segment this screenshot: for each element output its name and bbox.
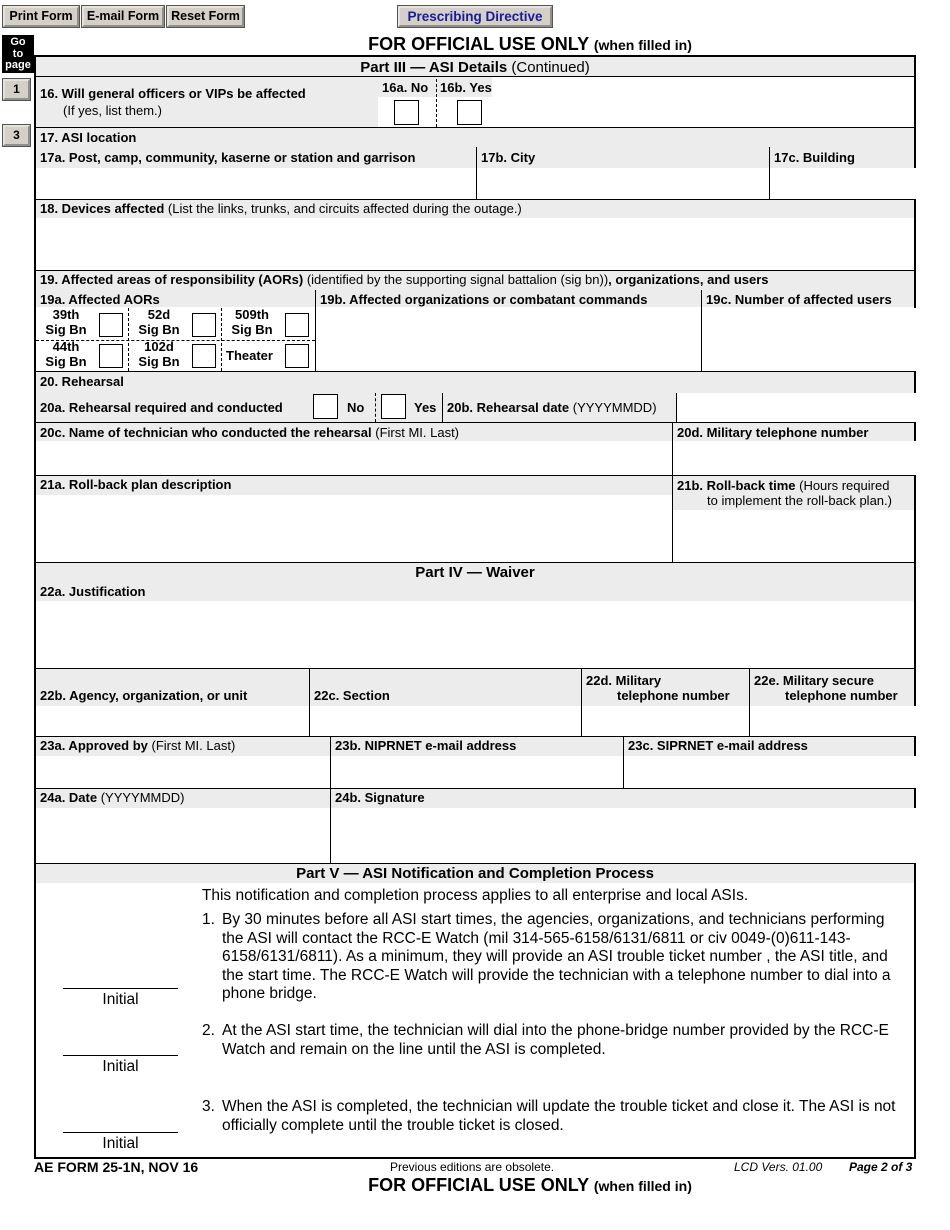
q20a-label: 20a. Rehearsal required and conducted xyxy=(40,400,283,415)
part4-title: Part IV — Waiver xyxy=(415,564,535,581)
q22d-telephone-field[interactable] xyxy=(582,706,749,736)
aor-39th-label: 39th xyxy=(52,307,80,322)
aor-39th-sigbn: Sig Bn xyxy=(45,321,87,337)
form-page-2 xyxy=(34,55,916,1159)
part5-intro: This notification and completion process applies to all enterprise and local ASIs. xyxy=(201,887,749,904)
q21b-rollback-time-field[interactable] xyxy=(673,510,914,562)
q20c-technician-name-field[interactable] xyxy=(36,441,672,475)
go-to-page-3-button[interactable]: 3 xyxy=(3,125,30,146)
q21b-hint2: to implement the roll-back plan.) xyxy=(707,493,892,508)
q22b-agency-field[interactable] xyxy=(36,706,309,736)
q18-label: 18. Devices affected xyxy=(40,201,165,216)
aor-52d-checkbox[interactable] xyxy=(192,313,216,337)
q22e-label-2: telephone number xyxy=(785,688,898,703)
q16-band xyxy=(36,77,378,127)
q19a-label: 19a. Affected AORs xyxy=(40,292,160,307)
when-filled-footer-text: (when filled in) xyxy=(593,1178,692,1194)
q21b-hint1: (Hours required xyxy=(799,478,890,493)
part3-title xyxy=(36,59,914,76)
q19-label: 19. Affected areas of responsibility (AORs) xyxy=(40,272,304,287)
q21a-label: 21a. Roll-back plan description xyxy=(40,477,232,492)
divider xyxy=(442,393,443,422)
aor-52d-sigbn: Sig Bn xyxy=(138,321,180,337)
q20c-hint: (First MI. Last) xyxy=(375,425,460,440)
q17a-post-field[interactable] xyxy=(36,168,476,199)
q19c-label: 19c. Number of affected users xyxy=(706,292,892,307)
official-use-footer xyxy=(0,1175,950,1196)
q18-hint: (List the links, trunks, and circuits affected during the outage.) xyxy=(167,201,522,216)
q24a-hint: (YYYYMMDD) xyxy=(100,790,185,805)
q23a-label: 23a. Approved by xyxy=(40,738,148,753)
prescribing-directive-button[interactable]: Prescribing Directive xyxy=(398,6,552,27)
q22d-label-2: telephone number xyxy=(617,688,730,703)
step-1-number: 1. xyxy=(202,911,215,928)
q20b-label: 20b. Rehearsal date xyxy=(447,400,570,415)
q19c-users-field[interactable] xyxy=(702,308,916,371)
q24a-label: 24a. Date xyxy=(40,790,98,805)
step-1-initial-field[interactable] xyxy=(63,964,178,988)
page-number: Page 2 of 3 xyxy=(849,1160,913,1174)
print-form-button[interactable]: Print Form xyxy=(3,6,79,27)
step-2-number: 2. xyxy=(202,1022,215,1039)
aor-509th-checkbox[interactable] xyxy=(285,313,309,337)
aor-44th-checkbox[interactable] xyxy=(99,344,123,368)
email-form-button[interactable]: E-mail Form xyxy=(82,6,164,27)
q17c-label: 17c. Building xyxy=(774,150,855,165)
q22a-justification-field[interactable] xyxy=(36,601,914,668)
step-3-initial-field[interactable] xyxy=(63,1108,178,1132)
q20a-yes-checkbox[interactable] xyxy=(381,394,406,419)
official-use-footer-text: FOR OFFICIAL USE ONLY xyxy=(368,1175,589,1195)
go-to-page-1-button[interactable]: 1 xyxy=(3,79,30,100)
q20d-label: 20d. Military telephone number xyxy=(677,425,869,440)
q24a-date-field[interactable] xyxy=(36,808,330,863)
step-3-initial-label: Initial xyxy=(102,1135,139,1152)
step-2-initial-line xyxy=(63,1055,178,1056)
aor-44th-label: 44th xyxy=(52,339,80,354)
q21b-label: 21b. Roll-back time xyxy=(677,478,796,493)
q22b-label: 22b. Agency, organization, or unit xyxy=(40,688,248,703)
q16b-yes-checkbox[interactable] xyxy=(457,100,482,125)
part5-title: Part V — ASI Notification and Completion Process xyxy=(296,865,654,882)
q16a-no-label: 16a. No xyxy=(382,80,429,95)
step-2-initial-label: Initial xyxy=(102,1058,139,1075)
go-label: Go xyxy=(10,36,26,48)
part3-title-suffix: (Continued) xyxy=(511,59,590,76)
aor-theater-label: Theater xyxy=(226,348,273,363)
q23c-siprnet-email-field[interactable] xyxy=(624,756,916,788)
q19b-label: 19b. Affected organizations or combatant commands xyxy=(320,292,648,307)
aor-52d-label: 52d xyxy=(147,307,171,322)
q17c-building-field[interactable] xyxy=(770,168,916,199)
q20b-rehearsal-date-field[interactable] xyxy=(677,393,916,422)
q23b-label: 23b. NIPRNET e-mail address xyxy=(335,738,517,753)
page-label: page xyxy=(5,59,31,71)
step-2-text: At the ASI start time, the technician will dial into the phone-bridge number provided by the RCC-E Watch and remain on the line until the ASI is completed. xyxy=(222,1022,889,1058)
aor-44th-sigbn: Sig Bn xyxy=(45,353,87,369)
q20-label: 20. Rehearsal xyxy=(40,374,124,389)
reset-form-button[interactable]: Reset Form xyxy=(167,6,244,27)
q22c-section-field[interactable] xyxy=(310,706,581,736)
q16b-yes-label: 16b. Yes xyxy=(440,80,492,95)
q18-devices-field[interactable] xyxy=(36,218,914,270)
q22e-label: 22e. Military secure xyxy=(754,673,874,688)
step-1-initial-line xyxy=(63,988,178,989)
q20a-no-checkbox[interactable] xyxy=(313,394,338,419)
q17b-city-field[interactable] xyxy=(477,168,769,199)
q19-label-end: , organizations, and users xyxy=(608,272,769,287)
aor-509th-label: 509th xyxy=(235,307,269,322)
step-3-initial-line xyxy=(63,1132,178,1133)
divider xyxy=(676,393,677,422)
q23c-label: 23c. SIPRNET e-mail address xyxy=(628,738,808,753)
q23a-approved-by-field[interactable] xyxy=(36,756,330,788)
aor-102d-label: 102d xyxy=(144,339,174,354)
step-1-initial-label: Initial xyxy=(102,991,139,1008)
q20a-yes-label: Yes xyxy=(414,400,437,415)
q24b-label: 24b. Signature xyxy=(335,790,425,805)
step-3-number: 3. xyxy=(202,1098,215,1115)
obsolete-note: Previous editions are obsolete. xyxy=(390,1160,555,1174)
aor-39th-checkbox[interactable] xyxy=(99,313,123,337)
form-id: AE FORM 25-1N, NOV 16 xyxy=(34,1159,199,1175)
q20c-label: 20c. Name of technician who conducted the rehearsal xyxy=(40,425,372,440)
q24b-signature-field[interactable] xyxy=(331,808,916,863)
q21a-rollback-plan-field[interactable] xyxy=(36,495,672,562)
q16a-no-checkbox[interactable] xyxy=(394,100,419,125)
to-label: to xyxy=(12,47,24,60)
aor-509th-sigbn: Sig Bn xyxy=(231,321,273,337)
version-label: LCD Vers. 01.00 xyxy=(734,1160,823,1174)
q16-label: 16. Will general officers or VIPs be affected xyxy=(40,86,306,101)
step-2-initial-field[interactable] xyxy=(63,1031,178,1055)
divider xyxy=(769,147,770,199)
q22e-secure-telephone-field[interactable] xyxy=(750,706,916,736)
part3-title-text: Part III — ASI Details xyxy=(360,59,508,76)
q17b-label: 17b. City xyxy=(481,150,536,165)
q22a-label: 22a. Justification xyxy=(40,584,146,599)
official-use-header xyxy=(0,34,950,55)
q23b-niprnet-email-field[interactable] xyxy=(331,756,623,788)
q22c-label: 22c. Section xyxy=(314,688,390,703)
aor-theater-checkbox[interactable] xyxy=(285,344,309,368)
aor-102d-checkbox[interactable] xyxy=(192,344,216,368)
q17-label: 17. ASI location xyxy=(40,130,137,145)
divider xyxy=(375,393,376,422)
q16-hint: (If yes, list them.) xyxy=(63,103,162,118)
when-filled-text: (when filled in) xyxy=(593,37,692,53)
q20a-no-label: No xyxy=(347,400,365,415)
official-use-text: FOR OFFICIAL USE ONLY xyxy=(368,34,589,54)
q22d-label: 22d. Military xyxy=(586,673,662,688)
q20b-hint: (YYYYMMDD) xyxy=(572,400,657,415)
step-3-text: When the ASI is completed, the technician will update the trouble ticket and close it. The ASI is not officially complete until the trouble ticket is closed. xyxy=(222,1098,896,1134)
divider xyxy=(436,79,437,127)
aor-102d-sigbn: Sig Bn xyxy=(138,353,180,369)
q17a-label: 17a. Post, camp, community, kaserne or station and garrison xyxy=(40,150,416,165)
q20d-telephone-field[interactable] xyxy=(673,441,916,475)
step-1-text: By 30 minutes before all ASI start times, the agencies, organizations, and technicians performing the ASI will contact the RCC-E Watch (mil 314-565-6158/6131/6811 or civ 0049-(0)611-143-6158/6131/6811). As a minimum, they will provide an ASI trouble ticket number , the ASI title, and the start time. The RCC-E Watch will provide the technician with a telephone number to dial into a phone bridge. xyxy=(222,911,891,1002)
q19-hint: (identified by the supporting signal battalion (sig bn)) xyxy=(306,272,609,287)
q23a-hint: (First MI. Last) xyxy=(151,738,236,753)
divider xyxy=(476,147,477,199)
q19b-organizations-field[interactable] xyxy=(316,308,701,371)
